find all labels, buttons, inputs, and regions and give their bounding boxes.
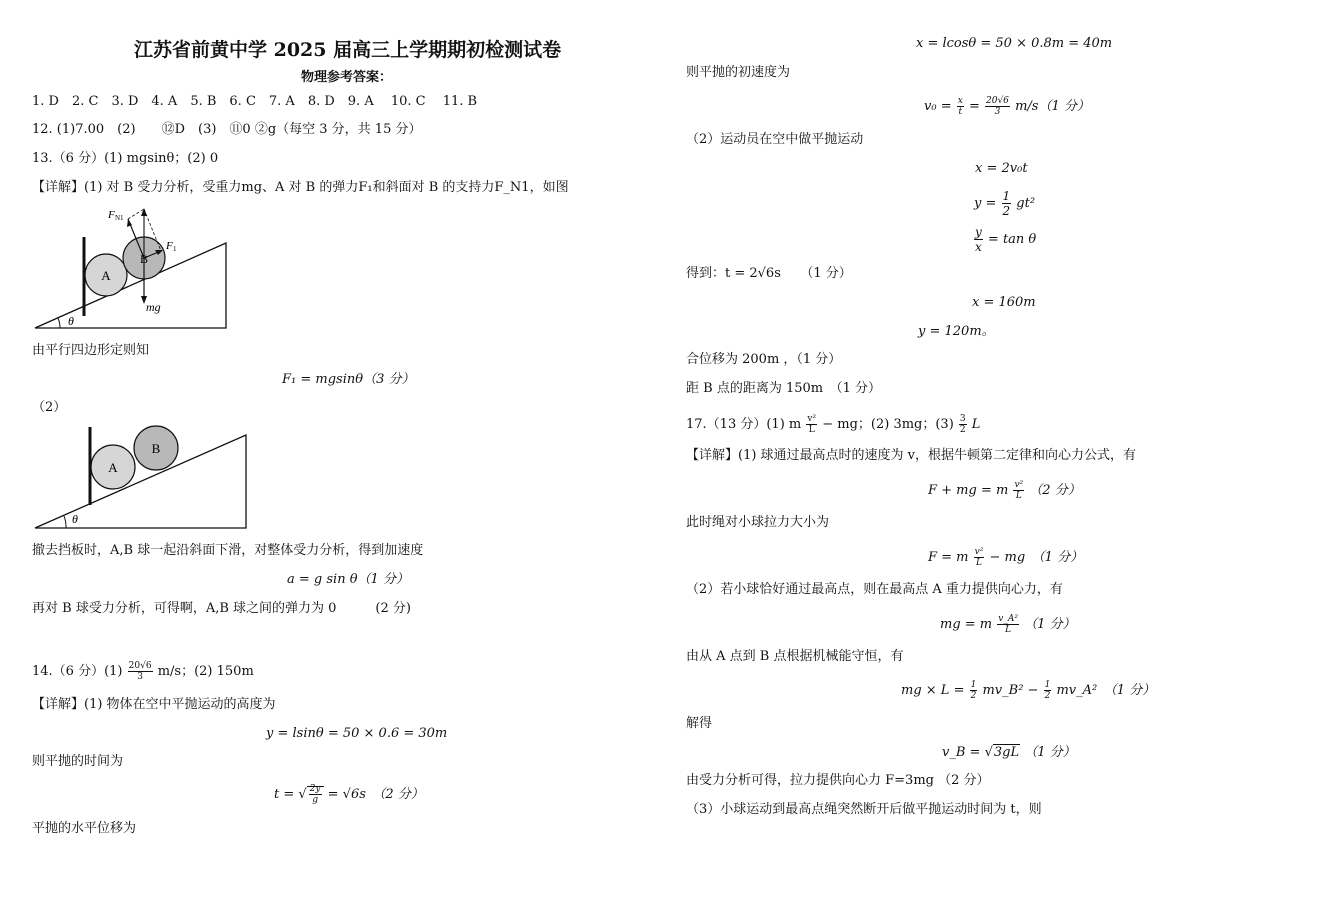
distance-from-b: 距 B 点的距离为 150m （1 分） xyxy=(686,381,881,396)
figure-1-force-diagram xyxy=(30,205,240,335)
label-b-2: B xyxy=(151,441,161,456)
rope-tension-text: 此时绳对小球拉力大小为 xyxy=(686,515,830,530)
label-f1-sub: 1 xyxy=(173,245,177,253)
eq-energy: mg × L = $\frac{1}{2}$ mv_B² − $\frac{1}{2}$ mv_A² （1 分） xyxy=(901,680,1156,701)
q13-detail: 【详解】(1) 对 B 受力分析，受重力mg、A 对 B 的弹力F₁和斜面对 B 的支持力F_N1，如图 xyxy=(32,180,569,195)
label-mg: mg xyxy=(146,300,161,314)
eq-y: y = $\frac{1}{2}$ gt² xyxy=(974,189,1036,218)
parallelogram-rule: 由平行四边形定则知 xyxy=(32,343,150,358)
elastic-force-text: 再对 B 球受力分析，可得啊，A,B 球之间的弹力为 0 (2 分) xyxy=(32,601,411,616)
force-analysis-text: 由受力分析可得，拉力提供向心力 F=3mg （2 分） xyxy=(686,773,990,788)
mc-answers: 1. D 2. C 3. D 4. A 5. B 6. C 7. A 8. D 9. A 10. C 11. B xyxy=(32,94,478,109)
eq-time: t = √ $\frac{2y}{g}$ = √6s （2 分） xyxy=(274,784,424,805)
energy-conservation-text: 由从 A 点到 B 点根据机械能守恒，有 xyxy=(686,649,904,664)
resultant-displacement: 合位移为 200m ，（1 分） xyxy=(686,352,842,367)
eq-y120: y = 120m。 xyxy=(918,324,995,339)
label-a: A xyxy=(101,268,111,283)
result-t: 得到：t = 2√6s （1 分） xyxy=(686,266,852,281)
q12-answer: 12. (1)7.00 (2) ⑫D (3) ⑪0 ②g（每空 3 分，共 15 分） xyxy=(32,122,422,137)
eq-newton: F + mg = m $\frac{\text{v²}}{L}$ （2 分） xyxy=(928,480,1081,501)
eq-x: x = lcosθ = 50 × 0.8m = 40m xyxy=(916,36,1113,51)
label-b: B xyxy=(139,252,149,266)
eq-acceleration: a = g sin θ（1 分） xyxy=(287,572,409,587)
q17-answer: 17.（13 分）(1) m $\frac{\text{v²}}{L}$ − mg；(2) 3mg；(3) $\frac{3}{2}$ L xyxy=(686,414,981,435)
label-theta: θ xyxy=(68,314,74,328)
q14-detail: 【详解】(1) 物体在空中平抛运动的高度为 xyxy=(32,697,276,712)
q13-answer: 13.（6 分）(1) mgsinθ；(2) 0 xyxy=(32,151,219,166)
eq-mg-centripetal: mg = m $\frac{\text{v\_A²}}{L}$ （1 分） xyxy=(940,614,1076,635)
part-3-text: （3）小球运动到最高点绳突然断开后做平抛运动时间为 t，则 xyxy=(686,802,1042,817)
label-a-2: A xyxy=(108,460,118,475)
eq-tan: $\frac{y}{x}$ = tan θ xyxy=(975,225,1037,254)
q14-answer: 14.（6 分）(1) $\frac{20√6}{3}$ m/s；(2) 150m xyxy=(32,661,254,682)
horizontal-displacement-text: 平抛的水平位移为 xyxy=(32,821,137,836)
part-2-label: （2） xyxy=(32,400,67,415)
part-2-motion: （2）运动员在空中做平抛运动 xyxy=(686,132,864,147)
eq-tension: F = m $\frac{\text{v²}}{L}$ − mg （1 分） xyxy=(928,547,1084,568)
eq-f1: F₁ = mgsinθ（3 分） xyxy=(282,372,415,387)
eq-x160: x = 160m xyxy=(972,295,1036,310)
part-2-top-point: （2）若小球恰好通过最高点，则在最高点 A 重力提供向心力，有 xyxy=(686,582,1063,597)
label-f1: F xyxy=(166,240,173,252)
eq-vb: v_B = √3gL （1 分） xyxy=(942,745,1076,760)
time-text: 则平抛的时间为 xyxy=(32,754,124,769)
label-fn1: F xyxy=(108,209,115,221)
eq-x2: x = 2v₀t xyxy=(975,161,1028,176)
eq-height: y = lsinθ = 50 × 0.6 = 30m xyxy=(266,726,448,741)
solve-text: 解得 xyxy=(686,716,713,731)
figure-2-diagram xyxy=(30,422,255,534)
page-subtitle: 物理参考答案： xyxy=(301,70,393,85)
eq-v0: v₀ = $\frac{x}{t}$ = $\frac{20√6}{3}$ m/s（1 分） xyxy=(924,96,1090,117)
label-fn1-sub: N1 xyxy=(115,214,124,222)
q17-detail: 【详解】(1) 球通过最高点时的速度为 v，根据牛顿第二定律和向心力公式，有 xyxy=(686,448,1137,463)
label-theta-2: θ xyxy=(72,512,78,526)
remove-plate-text: 撤去挡板时，A,B 球一起沿斜面下滑，对整体受力分析，得到加速度 xyxy=(32,543,424,558)
page-title: 江苏省前黄中学 2025 届高三上学期期初检测试卷 xyxy=(134,39,562,61)
initial-velocity-text: 则平抛的初速度为 xyxy=(686,65,791,80)
